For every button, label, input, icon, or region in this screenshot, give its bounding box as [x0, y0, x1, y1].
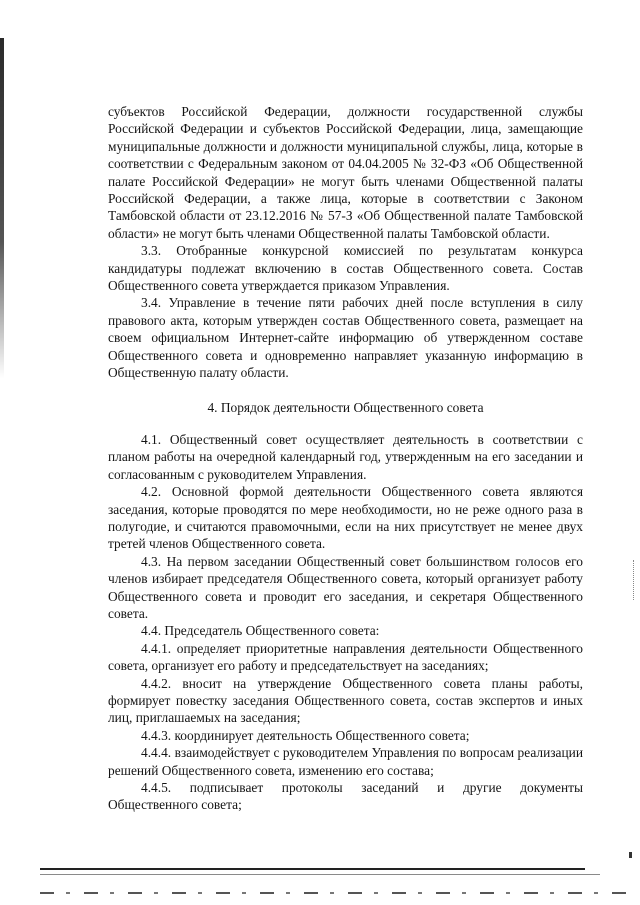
- paragraph-4-2: 4.2. Основной формой деятельности Общественного совета являются заседания, которые проводятся по мере необходимости, но не реже одного раза в полугодие, и считаются правомочными, если на них присутствует не менее двух третей членов Общественного совета.: [108, 484, 583, 552]
- scan-bottom-rule-thin: [40, 874, 600, 875]
- paragraph-4-4-2: 4.4.2. вносит на утверждение Общественного совета планы работы, формирует повестку заседания Общественного совета, состав экспертов и иных лиц, приглашаемых на заседания;: [108, 675, 583, 726]
- paragraph-4-1: 4.1. Общественный совет осуществляет деятельность в соответствии с планом работы на очередной календарный год, утвержденным на его заседании и согласованным с руководителем Управления.: [108, 431, 583, 482]
- paragraph-continuation: субъектов Российской Федерации, должности государственной службы Российской Федерации и субъектов Российской Федерации, лица, замещающие муниципальные должности и должности муниципальной службы, лица, которые в соответствии с Федеральным законом от 04.04.2005 № 32-ФЗ «Об Общественной палате Российской Федерации» не могут быть членами Общественной палаты Российской Федерации, а также лица, которые в соответствии с Законом Тамбовской области от 23.12.2016 № 57-З «Об Общественной палате Тамбовской области» не могут быть членами Общественной палаты Тамбовской области.: [108, 104, 583, 241]
- paragraph-3-3: 3.3. Отобранные конкурсной комиссией по результатам конкурса кандидатуры подлежат включению в состав Общественного совета. Состав Общественного совета утверждается приказом Управления.: [108, 243, 583, 294]
- scan-bottom-artifact: [40, 892, 630, 894]
- paragraph-4-4-4: 4.4.4. взаимодействует с руководителем Управления по вопросам реализации решений Общественного совета, изменению его состава;: [108, 745, 583, 778]
- document-body: [108, 103, 583, 814]
- scan-bottom-rule: [40, 868, 585, 870]
- paragraph-4-3: 4.3. На первом заседании Общественный совет большинством голосов его членов избирает председателя Общественного совета, который организует работу Общественного совета и проводит его заседания, и секретаря Общественного совета.: [108, 553, 583, 621]
- scan-speckle: [633, 560, 636, 600]
- paragraph-4-4-3: 4.4.3. координирует деятельность Общественного совета;: [141, 727, 470, 743]
- paragraph-3-4: 3.4. Управление в течение пяти рабочих дней после вступления в силу правового акта, которым утвержден состав Общественного совета, размещает на своем официальном Интернет-сайте информацию об утвержденном составе Общественного совета и одновременно направляет указанную информацию в Общественную палату области.: [108, 295, 583, 381]
- section-heading: 4. Порядок деятельности Общественного совета: [207, 399, 484, 415]
- scan-mark: [629, 852, 632, 858]
- paragraph-4-4: 4.4. Председатель Общественного совета:: [141, 623, 380, 639]
- paragraph-4-4-1: 4.4.1. определяет приоритетные направления деятельности Общественного совета, организует его работу и председательствует на заседаниях;: [108, 640, 583, 674]
- scan-edge-shadow: [0, 38, 4, 378]
- paragraph-4-4-5: 4.4.5. подписывает протоколы заседаний и другие документы Общественного совета;: [108, 780, 583, 813]
